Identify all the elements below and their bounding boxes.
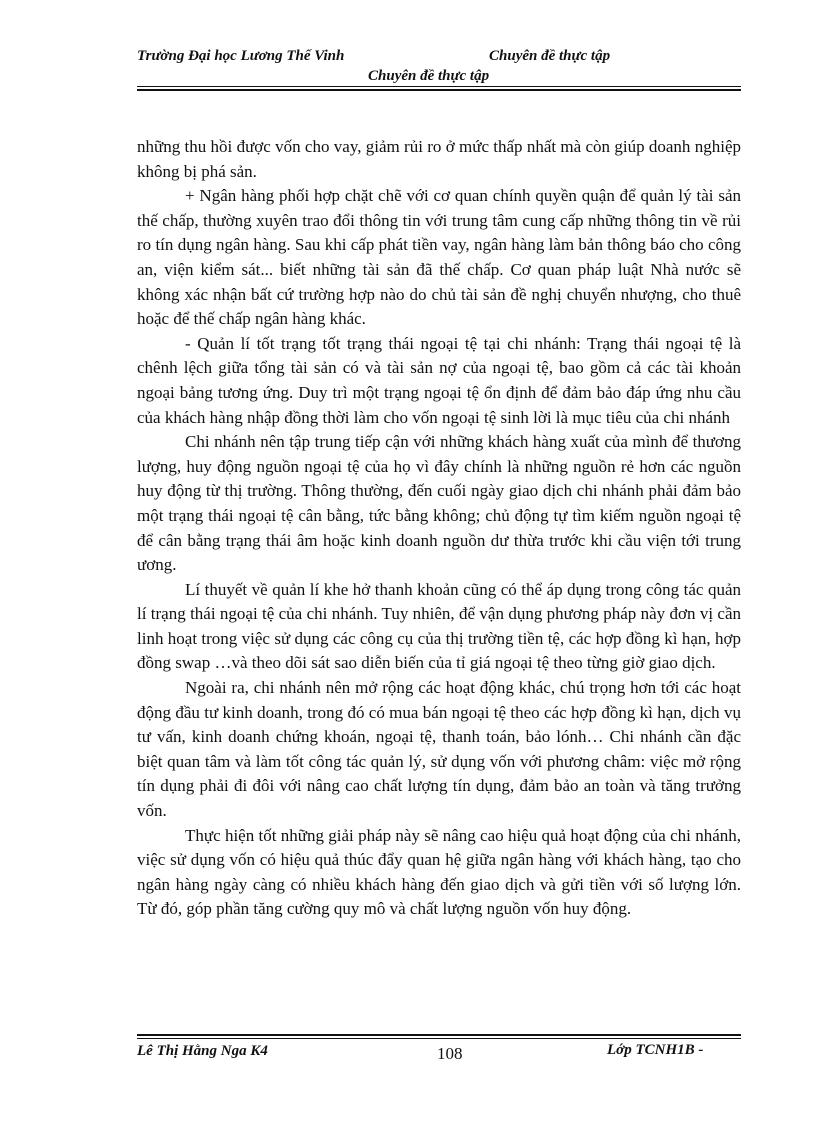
footer-author: Lê Thị Hằng Nga K4 (137, 1043, 268, 1059)
paragraph-7: Thực hiện tốt những giải pháp này sẽ nâng cao hiệu quả hoạt động của chi nhánh, việc sử dụng vốn có hiệu quả thúc đẩy quan hệ giữa ngân hàng với khách hàng, tạo cho ngân hàng ngày càng có nhiều khách hàng đến giao dịch và gửi tiền với số lượng lớn. Từ đó, góp phần tăng cường quy mô và chất lượng nguồn vốn huy động. (137, 825, 741, 919)
footer-rule-thick (137, 1034, 741, 1036)
paragraph-2: + Ngân hàng phối hợp chặt chẽ với cơ quan chính quyền quận để quản lý tài sản thế chấp, thường xuyên trao đổi thông tin với trung tâm cung cấp những thông tin về rủi ro tín dụng ngân hàng. Sau khi cấp phát tiền vay, ngân hàng làm bản thông báo cho công an, viện kiểm sát... biết những tài sản đã thế chấp. Cơ quan pháp luật Nhà nước sẽ không xác nhận bất cứ trường hợp nào do chủ tài sản đề nghị chuyển nhượng, cho thuê hoặc để thế chấp ngân hàng khác. (137, 186, 741, 329)
header-school-name: Trường Đại học Lương Thế Vinh (137, 48, 345, 64)
paragraph-1: những thu hồi được vốn cho vay, giảm rủi ro ở mức thấp nhất mà còn giúp doanh nghiệp không bị phá sản. (137, 137, 741, 181)
document-body (137, 135, 741, 922)
header-rule-thin (137, 86, 741, 87)
paragraph-4: Chi nhánh nên tập trung tiếp cận với những khách hàng xuất của mình để thương lượng, huy động nguồn ngoại tệ của họ vì đây chính là những nguồn rẻ hơn các nguồn huy động từ thị trường. Thông thường, đến cuối ngày giao dịch chi nhánh phải đảm bảo một trạng thái ngoại tệ cân bằng, tức bằng không; chủ động tự tìm kiếm nguồn ngoại tệ để cân bằng trạng thái âm hoặc kinh doanh nguồn dư thừa trước khi cầu viện tới trung ương. (137, 432, 741, 575)
page-number: 108 (437, 1044, 463, 1063)
paragraph-5: Lí thuyết về quản lí khe hở thanh khoản cũng có thể áp dụng trong công tác quản lí trạng thái ngoại tệ của chi nhánh. Tuy nhiên, để vận dụng phương pháp này đơn vị cần linh hoạt trong việc sử dụng các công cụ của thị trường tiền tệ, các hợp đồng kì hạn, hợp đồng swap …và theo dõi sát sao diễn biến của tỉ giá ngoại tệ theo từng giờ giao dịch. (137, 579, 741, 673)
page-footer (137, 1034, 741, 1094)
footer-rule-thin (137, 1038, 741, 1039)
header-title-center: Chuyên đề thực tập (368, 68, 490, 84)
paragraph-6: Ngoài ra, chi nhánh nên mở rộng các hoạt động khác, chú trọng hơn tới các hoạt động đầu tư kinh doanh, trong đó có mua bán ngoại tệ theo các hợp đồng kì hạn, dịch vụ tư vấn, kinh doanh chứng khoán, ngoại tệ, thanh toán, bảo lónh… Chi nhánh cần đặc biệt quan tâm và làm tốt công tác quản lý, sử dụng vốn với phương châm: việc mở rộng tín dụng phải đi đôi với nâng cao chất lượng tín dụng, đảm bảo an toàn và tăng trưởng vốn. (137, 678, 741, 821)
page-header (137, 48, 741, 88)
header-title-right: Chuyên đề thực tập (489, 48, 611, 64)
footer-class-label: Lớp TCNH1B - (607, 1042, 704, 1058)
header-rule-thick (137, 89, 741, 91)
paragraph-3: - Quản lí tốt trạng tốt trạng thái ngoại tệ tại chi nhánh: Trạng thái ngoại tệ là chênh lệch giữa tổng tài sản có và tài sản nợ của ngoại tệ, bao gồm cả các tài khoản ngoại bảng tương ứng. Duy trì một trạng ngoại tệ ổn định để đảm bảo đáp ứng nhu cầu của khách hàng nhập đồng thời làm cho vốn ngoại tệ sinh lời là mục tiêu của chi nhánh (137, 333, 741, 427)
